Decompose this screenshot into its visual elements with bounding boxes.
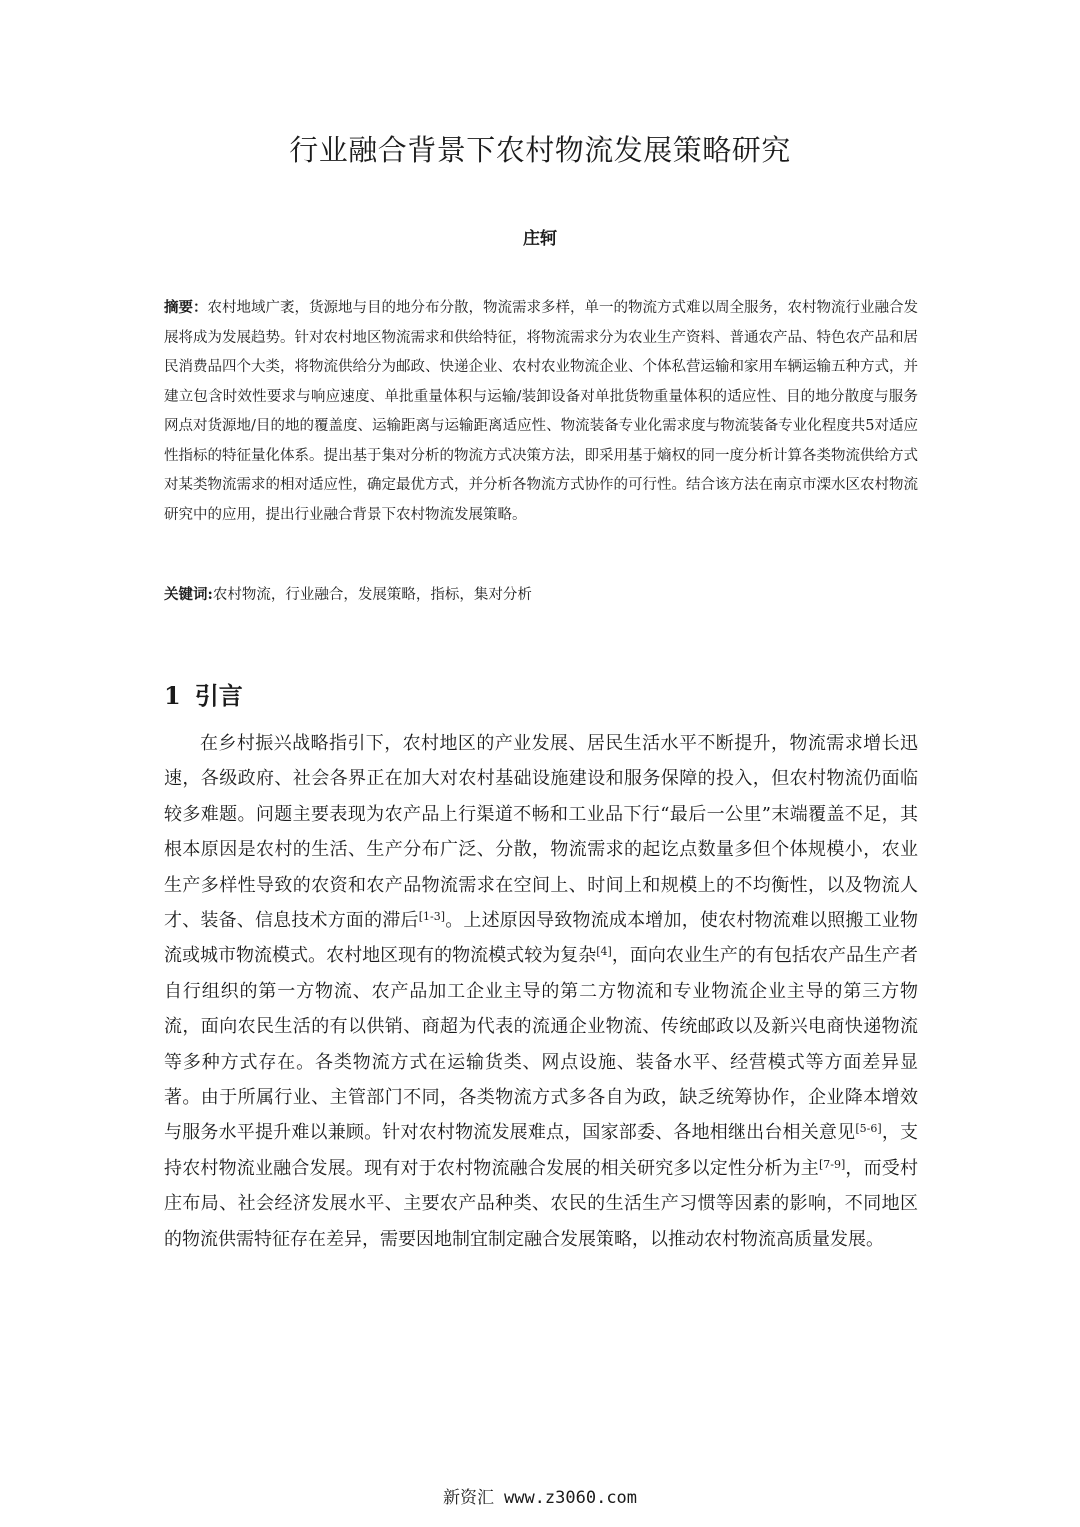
- footer-brand: 新资汇: [442, 1488, 494, 1508]
- body-text-part: 在乡村振兴战略指引下，农村地区的产业发展、居民生活水平不断提升，物流需求增长迅速，各级政府、社会各界正在加大对农村基础设施建设和服务保障的投入，但农村物流仍面临较多难题。问题主要表现为农产品上行渠道不畅和工业品下行“最后一公里”末端覆盖不足，其根本原因是农村的生活、生产分布广泛、分散，物流需求的起讫点数量多但个体规模小，农业生产多样性导致的农资和农产品物流需求在空间上、时间上和规模上的不均衡性，以及物流人才、装备、信息技术方面的滞后: [164, 733, 918, 932]
- abstract-text: 农村地域广袤，货源地与目的地分布分散，物流需求多样，单一的物流方式难以周全服务，农村物流行业融合发展将成为发展趋势。针对农村地区物流需求和供给特征，将物流需求分为农业生产资料、普通农产品、特色农产品和居民消费品四个大类，将物流供给分为邮政、快递企业、农村农业物流企业、个体私营运输和家用车辆运输五种方式，并建立包含时效性要求与响应速度、单批重量体积与运输/装卸设备对单批货物重量体积的适应性、目的地分散度与服务网点对货源地/目的地的覆盖度、运输距离与运输距离适应性、物流装备专业化需求度与物流装备专业化程度共5对适应性指标的特征量化体系。提出基于集对分析的物流方式决策方法，即采用基于熵权的同一度分析计算各类物流供给方式对某类物流需求的相对适应性，确定最优方式，并分析各物流方式协作的可行性。结合该方法在南京市溧水区农村物流研究中的应用，提出行业融合背景下农村物流发展策略。: [164, 300, 918, 523]
- citation-ref[interactable]: [4]: [596, 945, 612, 959]
- keywords-text: 农村物流，行业融合，发展策略，指标，集对分析: [212, 587, 532, 603]
- section-title: 引言: [194, 682, 243, 710]
- citation-ref[interactable]: [1-3]: [418, 910, 445, 924]
- footer-url[interactable]: www.z3060.com: [503, 1488, 638, 1508]
- paper-author: 庄轲: [523, 229, 557, 249]
- keywords-block: [164, 580, 918, 611]
- keywords-label: 关键词:: [164, 586, 213, 603]
- citation-ref[interactable]: [7-9]: [818, 1157, 846, 1171]
- body-text-part: 。上述原因导致物流成本增加，使农村物流难以照搬工业物流或城市物流模式。农村地区现有的物流模式较为复杂: [164, 910, 919, 967]
- body-text-part: ，而受村庄布局、社会经济发展水平、主要农产品种类、农民的生活生产习惯等因素的影响，不同地区的物流供需特征存在差异，需要因地制宜制定融合发展策略，以推动农村物流高质量发展。: [164, 1157, 919, 1250]
- section-number: 1: [164, 681, 181, 710]
- body-text-part: ，支持农村物流业融合发展。现有对于农村物流融合发展的相关研究多以定性分析为主: [164, 1122, 919, 1179]
- abstract-block: [164, 293, 918, 530]
- section-heading: [164, 676, 243, 716]
- abstract-label: 摘要：: [164, 299, 208, 316]
- page-footer: [0, 1483, 1080, 1508]
- paper-title: 行业融合背景下农村物流发展策略研究: [289, 133, 791, 167]
- body-text-part: ，面向农业生产的有包括农产品生产者自行组织的第一方物流、农产品加工企业主导的第二方物流和专业物流企业主导的第三方物流，面向农民生活的有以供销、商超为代表的流通企业物流、传统邮政以及新兴电商快递物流等多种方式存在。各类物流方式在运输货类、网点设施、装备水平、经营模式等方面差异显著。由于所属行业、主管部门不同，各类物流方式多各自为政，缺乏统筹协作，企业降本增效与服务水平提升难以兼顾。针对农村物流发展难点，国家部委、各地相继出台相关意见: [164, 945, 919, 1144]
- citation-ref[interactable]: [5-6]: [855, 1122, 882, 1136]
- introduction-paragraph: [164, 726, 918, 1257]
